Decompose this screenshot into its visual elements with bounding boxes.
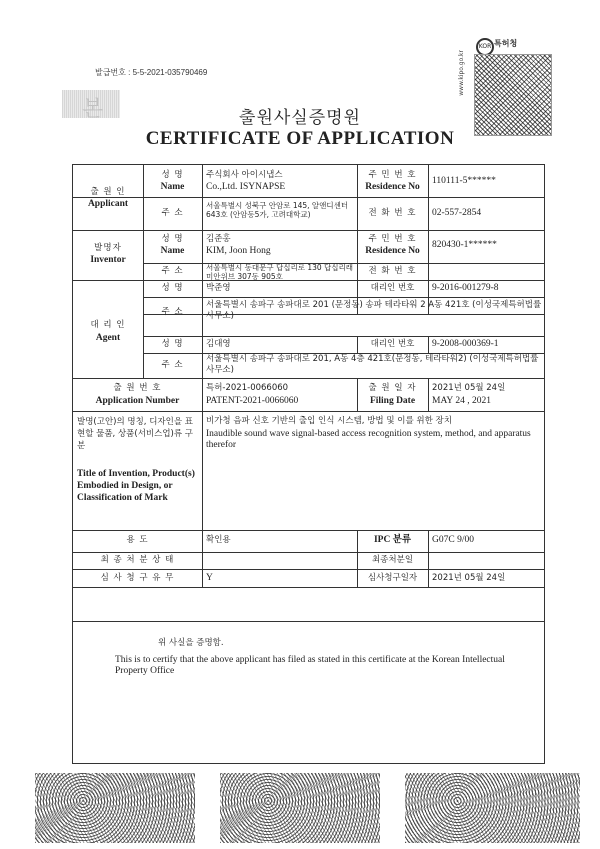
inventor-name-ko: 김준홍 [206, 234, 231, 244]
inventor-section-ko: 발명자 [94, 243, 122, 253]
security-pattern-right [405, 773, 580, 843]
inventor-section-en: Inventor [90, 255, 126, 265]
filing-date-label-ko: 출 원 일 자 [368, 383, 417, 393]
filing-date-label-en: Filing Date [369, 396, 416, 406]
applicant-phone-label: 전 화 번 호 [368, 208, 417, 218]
applicant-resno: 110111-5****** [432, 176, 496, 186]
certify-english: This is to certify that the above applicant has filed as stated in this certificate at the Korean Intellectual Property Office [115, 655, 505, 676]
applicant-name-label-en: Name [160, 182, 185, 192]
inventor-name-label-en: Name [160, 246, 185, 256]
agent2-name: 김대영 [206, 339, 231, 349]
agent1-name: 박준영 [206, 283, 231, 293]
exam-request-label: 심 사 청 구 유 무 [100, 573, 175, 583]
inventor-name-en: KIM, Joon Hong [206, 246, 271, 256]
kipo-url: www.kipo.go.kr [458, 50, 465, 96]
inventor-resno: 820430-1****** [432, 240, 497, 250]
usage-label: 용 도 [126, 535, 149, 545]
inventor-name-label-ko: 성 명 [161, 234, 184, 244]
application-number-label-en: Application Number [95, 396, 180, 406]
final-status-label: 최 종 처 분 상 태 [100, 555, 175, 565]
filing-date-en: MAY 24 , 2021 [432, 396, 491, 406]
certify-korean: 위 사실을 증명함. [158, 638, 224, 648]
agent1-address: 서울특별시 송파구 송파대로 201 (문정동) 송파 테라타워 2 A동 421호 (이성국제특허법률사무소) [206, 300, 542, 321]
ipc-value: G07C 9/00 [432, 535, 474, 545]
agent1-name-label: 성 명 [161, 283, 184, 293]
applicant-address: 서울특별시 성북구 안암로 145, 알앤디센터 643호 (안암동5가, 고려대학교) [206, 201, 349, 219]
agent2-address-label: 주 소 [161, 360, 184, 370]
agent1-address-label: 주 소 [161, 307, 184, 317]
security-pattern-middle [220, 773, 380, 843]
agent2-name-label: 성 명 [161, 339, 184, 349]
exam-request: Y [206, 573, 213, 583]
title-korean: 출원사실증명원 [239, 108, 361, 128]
application-number-label-ko: 출 원 번 호 [113, 383, 162, 393]
exam-date-label: 심사청구일자 [367, 573, 418, 583]
final-date-label: 최종처분일 [371, 555, 414, 565]
security-pattern-left [35, 773, 195, 843]
filing-date-ko: 2021년 05월 24일 [432, 383, 506, 393]
agent2-regno: 9-2008-000369-1 [432, 339, 499, 349]
applicant-name-label-ko: 성 명 [161, 170, 184, 180]
stamp-char: 본 [82, 97, 104, 122]
title-english: CERTIFICATE OF APPLICATION [145, 128, 455, 149]
usage-value: 확인용 [206, 535, 231, 545]
agent2-regno-label: 대리인 번호 [370, 339, 415, 349]
applicant-resno-label-en: Residence No [365, 182, 420, 192]
agent-section-en: Agent [95, 333, 121, 343]
applicant-section-ko: 출 원 인 [90, 187, 126, 197]
applicant-name-ko: 주식회사 아이시냅스 [206, 170, 283, 180]
exam-date: 2021년 05월 24일 [432, 573, 506, 583]
agent2-address: 서울특별시 송파구 송파대로 201, A동 4층 421호(문정동, 테라타워2) (이성국제특허법률사무소) [206, 354, 539, 375]
agent-section-ko: 대 리 인 [90, 320, 126, 330]
inventor-resno-label-en: Residence No [365, 246, 420, 256]
kipo-label: 특허청 [494, 39, 518, 48]
application-number-en: PATENT-2021-0066060 [206, 396, 299, 406]
issue-number: 발급번호 : 5-5-2021-035790469 [95, 68, 208, 77]
applicant-resno-label-ko: 주 민 번 호 [368, 170, 417, 180]
inventor-resno-label-ko: 주 민 번 호 [368, 234, 417, 244]
inventor-address: 서울특별시 동대문구 답십리로 130 답십리래미안위브 307동 905호 [206, 263, 354, 281]
invention-title-ko: 비가청 음파 신호 기반의 출입 인식 시스템, 방법 및 이를 위한 장치 [206, 416, 452, 426]
kipo-logo-icon: KOR [476, 38, 494, 56]
agent1-regno: 9-2016-001279-8 [432, 283, 499, 293]
applicant-phone: 02-557-2854 [432, 208, 482, 218]
applicant-name-en: Co.,Ltd. ISYNAPSE [206, 182, 286, 192]
certificate-table [72, 164, 545, 764]
invention-label-ko: 발명(고안)의 명칭, 디자인을 표현할 물품, 상품(서비스업)류 구분 [77, 417, 193, 451]
agent1-regno-label: 대리인 번호 [370, 283, 415, 293]
invention-label-en: Title of Invention, Product(s) Embodied in Design, or Classification of Mark [77, 469, 195, 503]
inventor-address-label: 주 소 [161, 266, 184, 276]
inventor-phone-label: 전 화 번 호 [368, 266, 417, 276]
applicant-section-en: Applicant [87, 199, 129, 209]
applicant-address-label: 주 소 [161, 208, 184, 218]
invention-title-en: Inaudible sound wave signal-based access recognition system, method, and apparatus therefor [206, 429, 531, 450]
ipc-label: IPC 분류 [373, 535, 412, 545]
application-number-ko: 특허-2021-0066060 [206, 383, 289, 393]
